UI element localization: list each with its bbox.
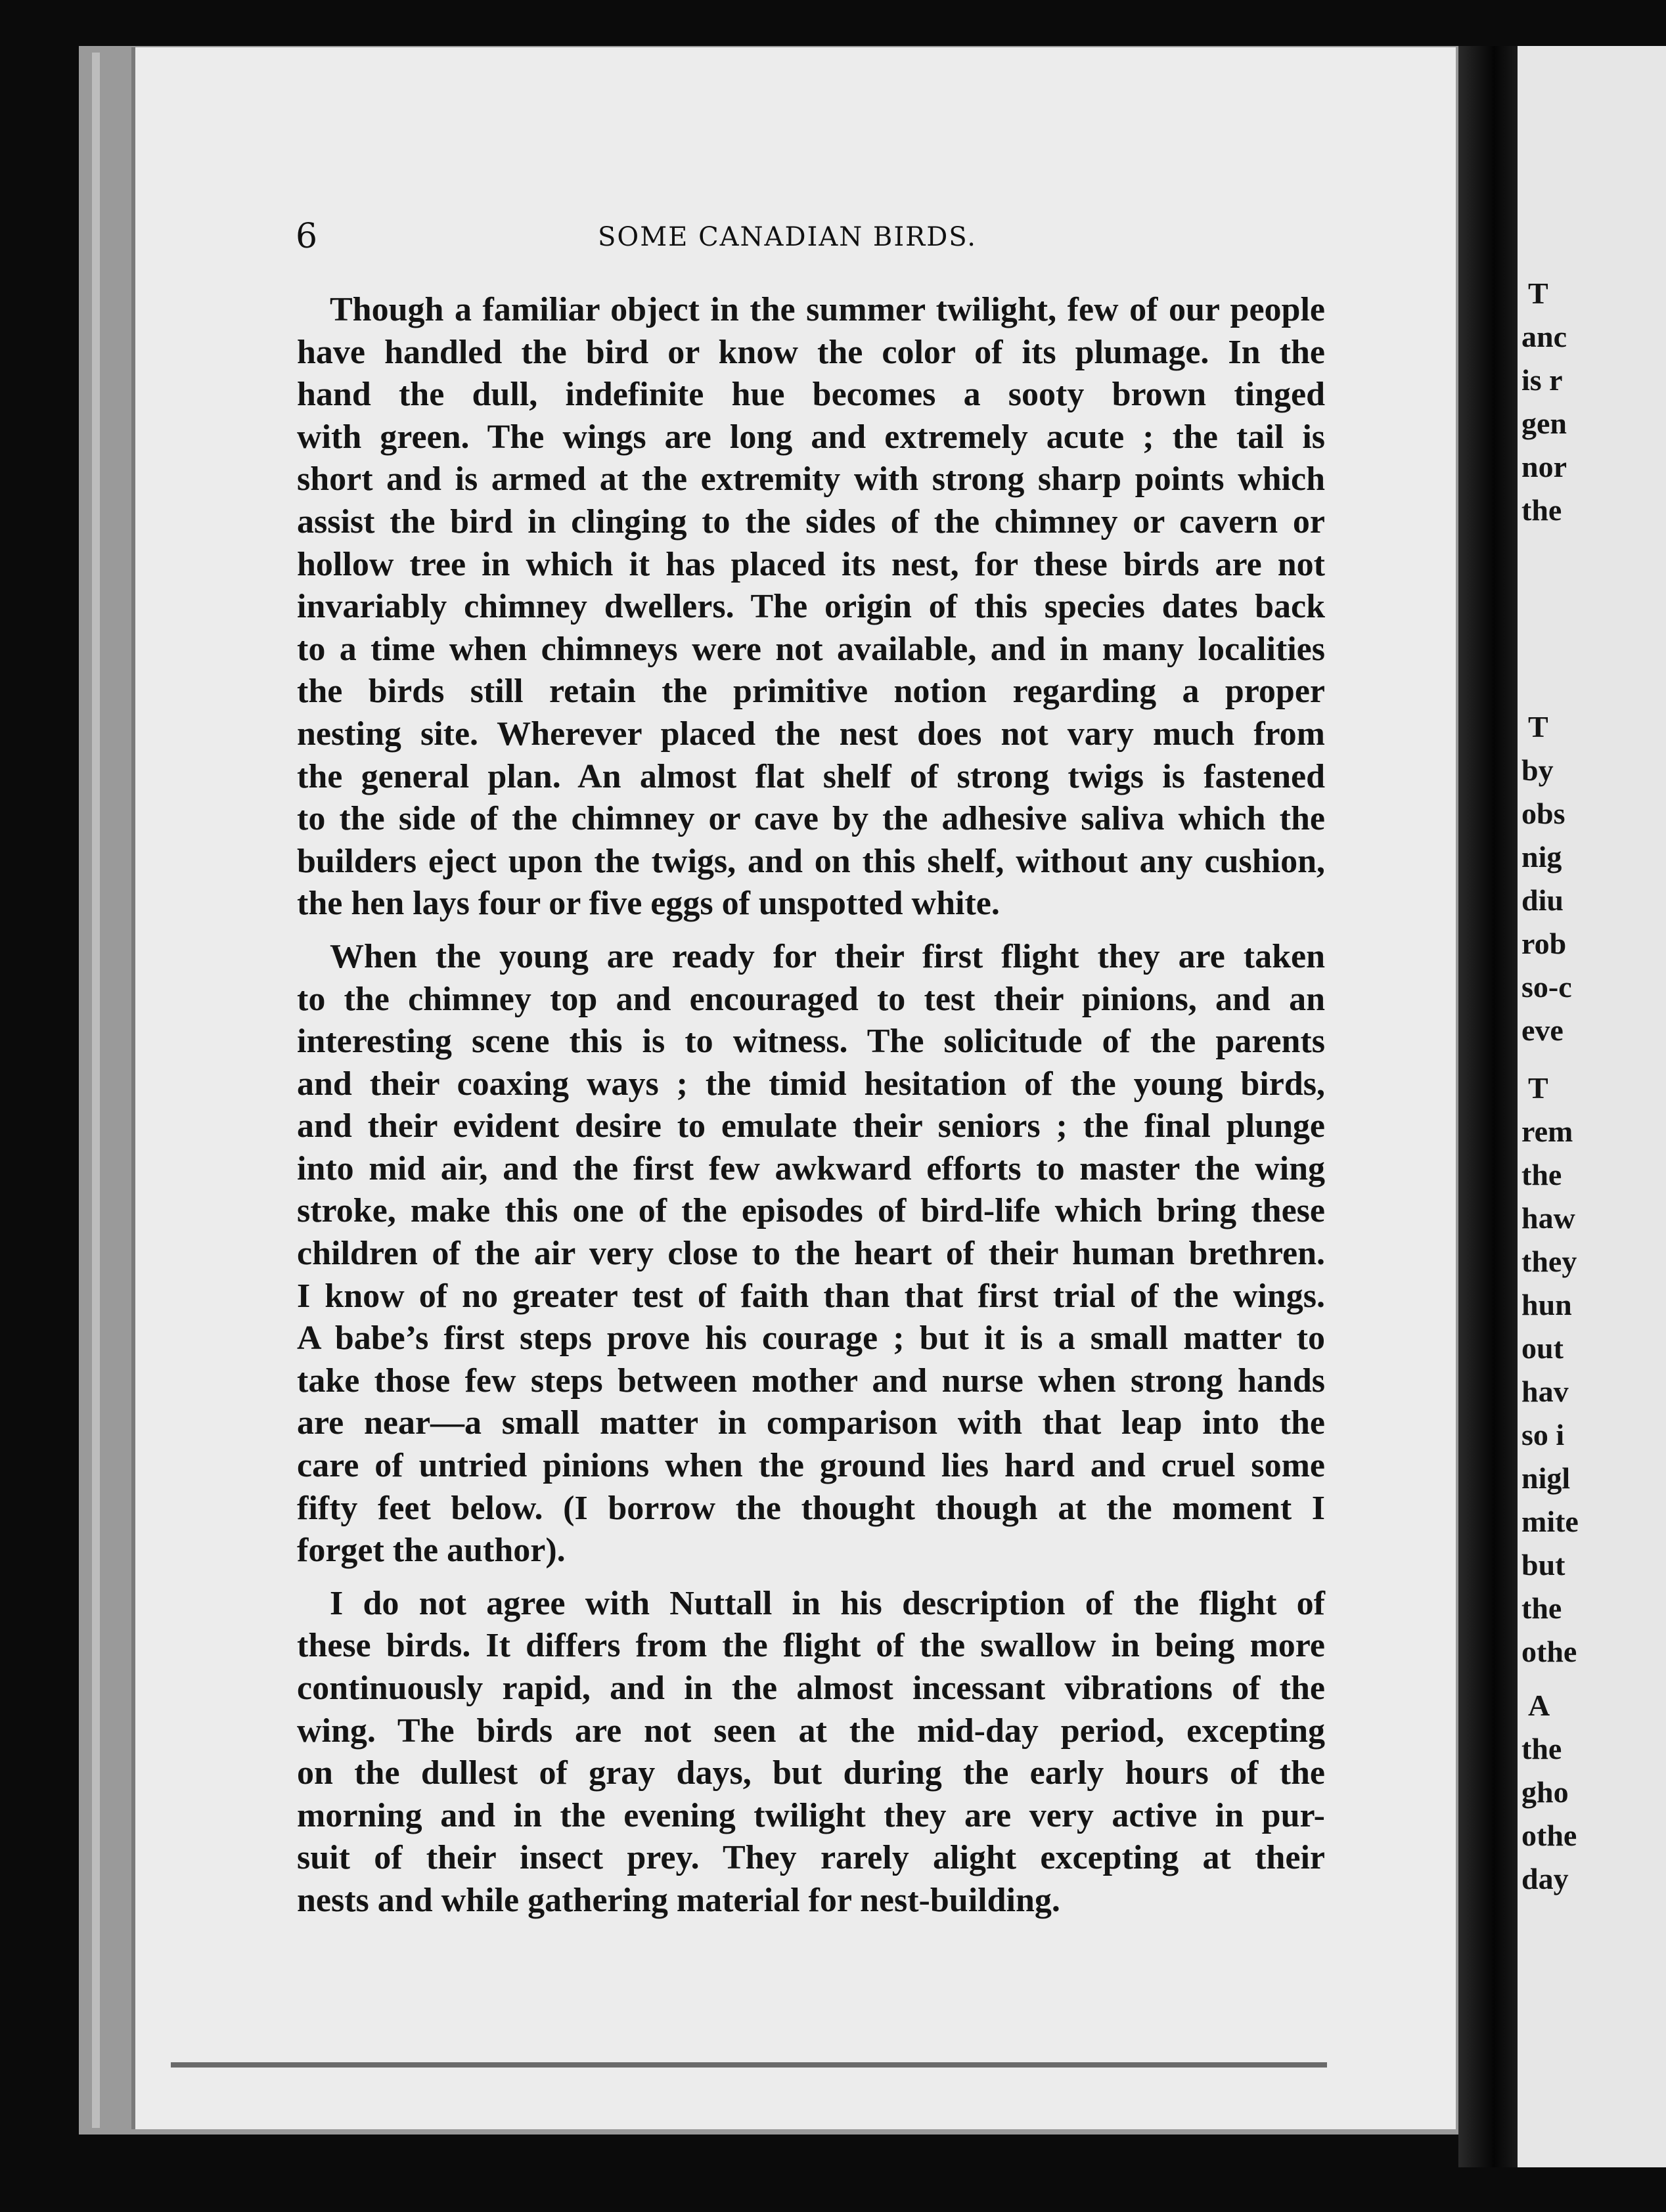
text-line: on the dullest of gray days, but during the early hours of the	[297, 1754, 1325, 1792]
facing-fragment: diu	[1521, 883, 1564, 917]
facing-fragment: the	[1521, 1158, 1562, 1191]
facing-fragment: T	[1528, 276, 1548, 310]
facing-fragment: so-c	[1521, 970, 1572, 1004]
facing-fragment: obs	[1521, 797, 1565, 830]
facing-fragment: they	[1521, 1245, 1577, 1278]
text-line: hand the dull, indefinite hue becomes a sooty brown tinged	[297, 376, 1325, 414]
paragraph-1	[297, 289, 1325, 925]
text-line: fifty feet below. (I borrow the thought though at the moment I	[297, 1489, 1325, 1527]
text-line: take those few steps between mother and nurse when strong hands	[297, 1361, 1325, 1400]
text-line: A babe’s first steps prove his courage ; but it is a small matter to	[297, 1319, 1325, 1358]
text-line: children of the air very close to the heart of their human brethren.	[297, 1235, 1325, 1273]
text-line: stroke, make this one of the episodes of bird-life which bring these	[297, 1192, 1325, 1230]
facing-fragment: day	[1521, 1862, 1569, 1895]
facing-fragment: rob	[1521, 927, 1567, 960]
facing-fragment: gho	[1521, 1775, 1569, 1809]
text-line: these birds. It differs from the flight of the swallow in being more	[297, 1627, 1325, 1665]
page-bottom-edge	[171, 2062, 1327, 2068]
facing-fragment: by	[1521, 753, 1554, 787]
facing-fragment: the	[1521, 1732, 1562, 1765]
text-line: hollow tree in which it has placed its nest, for these birds are not	[297, 545, 1325, 583]
facing-fragment: othe	[1521, 1635, 1577, 1668]
text-line: continuously rapid, and in the almost incessant vibrations of the	[297, 1670, 1325, 1707]
text-line: with green. The wings are long and extremely acute ; the tail is	[297, 418, 1325, 456]
facing-fragment: the	[1521, 1591, 1562, 1625]
text-line: morning and in the evening twilight they are very active in pur-	[297, 1796, 1325, 1834]
text-line: care of untried pinions when the ground lies hard and cruel some	[297, 1447, 1325, 1485]
text-line: wing. The birds are not seen at the mid-day period, excepting	[297, 1712, 1325, 1750]
text-line: nesting site. Wherever placed the nest does not vary much from	[297, 715, 1325, 753]
text-line: short and is armed at the extremity with strong sharp points which	[297, 460, 1325, 498]
facing-fragment: mite	[1521, 1505, 1579, 1538]
facing-fragment: hun	[1521, 1288, 1572, 1321]
text-line: to the chimney top and encouraged to test their pinions, and an	[297, 980, 1325, 1018]
paragraph-3	[297, 1583, 1325, 1922]
text-line: the general plan. An almost flat shelf of strong twigs is fastened	[297, 757, 1325, 795]
text-line: to the side of the chimney or cave by the adhesive saliva which the	[297, 800, 1325, 838]
facing-fragment: is r	[1521, 363, 1563, 397]
running-title: SOME CANADIAN BIRDS.	[598, 222, 977, 252]
page-number: 6	[296, 217, 318, 256]
facing-fragment: hav	[1521, 1375, 1569, 1408]
facing-fragment: eve	[1521, 1013, 1564, 1047]
facing-fragment: rem	[1521, 1115, 1573, 1148]
facing-fragment: A	[1528, 1689, 1550, 1722]
page-body	[297, 289, 1325, 1922]
text-line: forget the author).	[297, 1532, 566, 1570]
facing-fragment: nigl	[1521, 1461, 1571, 1495]
text-line: invariably chimney dwellers. The origin of this species dates back	[297, 588, 1325, 626]
page-edge	[92, 53, 100, 2128]
text-line: assist the bird in clinging to the sides of the chimney or cavern or	[297, 502, 1325, 541]
text-line: have handled the bird or know the color of its plumage. In the	[297, 333, 1325, 371]
facing-fragment: nor	[1521, 450, 1567, 483]
book-gutter	[1458, 46, 1518, 2167]
text-line: I do not agree with Nuttall in his description of the flight of	[330, 1584, 1325, 1622]
text-line: the hen lays four or five eggs of unspotted white.	[297, 885, 1000, 923]
text-line: and their evident desire to emulate their seniors ; the final plunge	[297, 1107, 1325, 1145]
text-line: nests and while gathering material for nest-building.	[297, 1881, 1060, 1919]
facing-fragment: but	[1521, 1548, 1565, 1582]
paragraph-gap	[297, 1572, 1325, 1583]
text-line: I know of no greater test of faith than that first trial of the wings.	[297, 1277, 1325, 1315]
text-line: When the young are ready for their first flight they are taken	[330, 937, 1325, 975]
facing-fragment: othe	[1521, 1819, 1577, 1852]
paragraph-2	[297, 936, 1325, 1572]
facing-fragment: anc	[1521, 320, 1567, 353]
text-line: and their coaxing ways ; the timid hesitation of the young birds,	[297, 1065, 1325, 1103]
text-line: Though a familiar object in the summer twilight, few of our people	[330, 291, 1325, 328]
facing-fragment: gen	[1521, 407, 1567, 440]
text-line: builders eject upon the twigs, and on this shelf, without any cushion,	[297, 842, 1325, 880]
text-line: to a time when chimneys were not available, and in many localities	[297, 630, 1325, 668]
text-line: interesting scene this is to witness. The solicitude of the parents	[297, 1023, 1325, 1061]
facing-fragment: out	[1521, 1331, 1564, 1365]
facing-fragment: T	[1528, 710, 1548, 743]
facing-fragment: nig	[1521, 840, 1562, 874]
facing-fragment: the	[1521, 493, 1562, 527]
text-line: are near—a small matter in comparison with that leap into the	[297, 1404, 1325, 1442]
text-line: the birds still retain the primitive notion regarding a proper	[297, 673, 1325, 711]
text-line: suit of their insect prey. They rarely alight excepting at their	[297, 1839, 1325, 1877]
text-line: into mid air, and the first few awkward efforts to master the wing	[297, 1149, 1325, 1187]
paragraph-gap	[297, 925, 1325, 936]
facing-fragment: haw	[1521, 1201, 1575, 1235]
facing-fragment: T	[1528, 1071, 1548, 1105]
facing-fragment: so i	[1521, 1418, 1565, 1451]
